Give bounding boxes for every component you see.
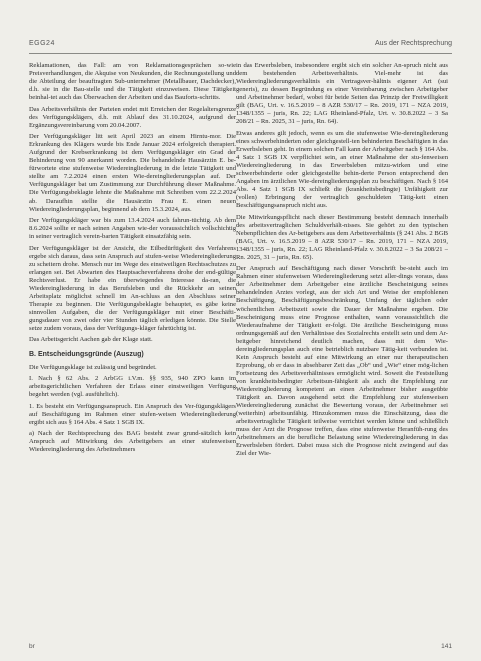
section-heading: B. Entscheidungsgründe (Auszug) bbox=[29, 350, 144, 358]
paragraph: I. Nach § 62 Abs. 2 ArbGG i.V.m. §§ 935, 940 ZPO kann im arbeitsgerichtlichen Verfahren der Erlass einer einstweiligen Verfügung begehrt werden (vgl. ausführlich). bbox=[29, 374, 236, 399]
paragraph: Der Anspruch auf Beschäftigung nach dieser Vorschrift be-steht auch im Rahmen einer stufenweisen Wiedereingliederung setzt aller-dings voraus, dass der Arbeitnehmer dem Arbeitgeber eine ärztliche Bescheinigung seines behandelnden Arztes vorlegt, aus der sich Art und Weise der empfohlenen Beschäftigung, Beschäftigungsbeschränkung, Umfang der täglichen oder wöchentlichen Arbeitszeit sowie die Dauer der Maßnahme ergeben. Die Bescheinigung muss eine Prognose enthalten, wann voraussichtlich die Wiederaufnahme der Tätigkeit er-folgt. Die ärztliche Bescheinigung muss ordnungsgemäß auf den Verhältnisse des Sozialrechts erstellt sein und dem Ar-beitgeber hinreichend deutlich machen, dass mit dem Wie-dereingliederungsplan auch eine betrieblich nutzbare Tätig-keit verbunden ist. Kein Anspruch besteht auf eine Mitwirkung an einer nur therapeutischen Erprobung, ob er dass in absehbarer Zeit das „Ob“ und „Wie“ einer mög-lichen Fortsetzung des Arbeitsverhältnisses ermöglicht wird. Soweit die Feststellung von krankheitsbedingter Arbeitsun-fähigkeit als auch die Empfehlung zur Wiedereingliederung kompetent an einen Arbeitnehmer bisher ausgeübte Tätigkeit an. Davon ausgehend setzt die Empfehlung zur stufenweisen Wiedereingliederung zunächst die Bewertung voraus, der Arbeitnehmer sei (weiterhin) arbeitsunfähig. Hinzukommen muss die Einschätzung, dass die arbeitsvertragliche Tätigkeit teilweise verrichtet werden könne und schließlich muss der Arzt die Prognose treffen, dass eine stufenweise Heranfüh-rung des Arbeitnehmers an die berufliche Belastung seine Wiedereingliederung in das Erwerbsleben fördert. Dabei muss sich die Prognose nicht zwingend auf das Ziel der Wie- bbox=[236, 265, 448, 458]
paragraph: a) Nach der Rechtsprechung des BAG besteht zwar grund-sätzlich kein Anspruch auf Mitwirkung des Arbeitgebers an einer stufenweisen Wiedereingliederung des Arbeitnehmers bbox=[29, 430, 236, 454]
paragraph: Etwas anderes gilt jedoch, wenn es um die stufenweise Wie-dereingliederung eines schwerbehinderten oder gleichgestell-ten behinderten Beschäftigten in das Erwerbsleben geht. In einem solchen Fall kann der Arbeitgeber nach § 164 Abs. 4 Satz 1 SGB IX verpflichtet sein, an einer Maßnahme der stu-fenweisen Wiedereingliederung in das Erwerbsleben mitzu-wirken und eine schwerbehinderte oder gleichgestellte behin-derte Person entsprechend den Angaben im ärztlichen Wie-dereingliederungsplan zu beschäftigen. Nach § 164 Abs. 4 Satz 1 SGB IX schließt die (krankheitsbedingte) Unfähigkeit zur (vollen) Erbringung der vertraglich geschuldeten Tätig-keit einen Beschäftigungsanspruch nicht aus. bbox=[236, 129, 448, 210]
paragraph: Das Arbeitsgericht Aachen gab der Klage statt. bbox=[29, 336, 153, 344]
header-rule bbox=[29, 53, 452, 54]
paragraph: 1. Es besteht ein Verfügungsanspruch. Ein Anspruch des Ver-fügungsklägers auf Beschäftigung im Rahmen einer stufen-weisen Wiedereingliederung ergibt sich aus § 164 Abs. 4 Satz 1 SGB IX. bbox=[29, 402, 236, 426]
paragraph: Die Mitwirkungspflicht nach dieser Bestimmung besteht demnach innerhalb des arbeitsvertraglichen Schuldverhält-nisses. Sie gehört zu den typischen Nebenpflichten des Ar-beitgebers aus dem Arbeitsverhältnis (§ 241 Abs. 2 BGB (BAG, Urt. v. 16.5.2019 – 8 AZR 530/17 – Rn. 2019, 171 – NZA 2019, 1348/1355 – juris, Rn. 22; LAG Rheinland-Pfalz v. 30.8.2022 – 3 Sa 208/21 – Rn. 2025, 31 – juris, Rn. 65). bbox=[236, 213, 448, 261]
paragraph: Der Verfügungskläger litt seit April 2023 an einem Hirntu-mor. Die Erkrankung des Klägers wurde bis Ende Januar 2024 erfolgreich therapiert. Aufgrund der Krebserkrankung ist dem Verfügungskläger ein Grad der Behinderung von 90 anerkannt worden. Die behandelnde Hausärztin E. be-fürwortete eine stufenweise Wiedereingliederung in die letzte Tätigkeit und stellte am 7.2.2024 einen ersten Wie-dereingliederungsplan auf. Der Verfügungskläger bat um Zustimmung zur Durchführung dieser Maßnahme. Die Verfügungsbeklagte lehnte die Maßnahme mit Schreiben vom 22.2.2024 ab. Daraufhin stellte die Hausärztin Frau E. einen neuen Wiedereingliederungsplan, beginnend ab dem 15.3.2024, aus. bbox=[29, 133, 236, 213]
left-column bbox=[29, 62, 236, 637]
paragraph: Reklamationen, das Fall: am von Reklamationsgesprächen so-wie Preisverhandlungen, die Akquise von Neukunden, die Rechnungsstellung und die Abteilung der beauftragten Sub-unternehmer (Metallbauer, Dachdecker), d.h. sie in die Bau-stelle und die Tätigkeit einzuweisen. Diese Tätigkeit beinhal-tet auch das Überwachen der Arbeiten und das Bauforts-schritts. bbox=[29, 62, 236, 102]
paragraph: Der Verfügungskläger ist der Ansicht, die Eilbedürftigkeit des Verfahrens ergebe sich daraus, dass sein Anspruch auf stufen-weise Wiedereingliederung zu scheitern drohe. Mensch nur im Wege des einstweiligen Rechtsschutzes zu erlangen sei. Bei Abwarten des Hauptsacheverfahrens drohe der end-gültige Rechtsverlust. Er habe ein überwiegendes Interesse da-ran, die Wiedereingliederung in das Berufsleben und die Rückkehr an seinen Arbeitsplatz möglichst schnell im An-schluss an den Abschluss seiner Therapie zu beginnen. Die Verfügungsbeklagte behauptet, es gäbe keine sinnvollen Aufgaben, die der Verfügungskläger mit einer Beschäfti-gungsdauer von zwei oder vier Stunden täglich erledigen könnte. Die Stelle setze zudem voraus, dass der Verfügungs-kläger fahrtüchtig ist. bbox=[29, 244, 236, 333]
paragraph: Das Arbeitsverhältnis der Parteien endet mit Erreichen der Regelaltersgrenze des Verfügungsklägers, d.h. mit Ablauf des 31.10.2024, aufgrund der Ergänzungsvereinbarung vom 20.04.2007. bbox=[29, 105, 236, 129]
paragraph: Die Verfügungsklage ist zulässig und begründet. bbox=[29, 363, 157, 371]
right-column bbox=[236, 62, 448, 637]
page-footer bbox=[29, 643, 452, 653]
page-number: 141 bbox=[441, 643, 452, 650]
section-title: Aus der Rechtsprechung bbox=[374, 40, 452, 47]
running-header bbox=[29, 40, 452, 52]
paragraph: Der Verfügungskläger war bis zum 13.4.2024 auch fahrun-tüchtig. Ab dem 8.6.2024 sollte er nach seinen Angaben wie-der voraussichtlich vollschichtig in seiner vertraglich verein-barten Tätigkeit einsatzfähig sein. bbox=[29, 217, 236, 241]
footer-mark: br bbox=[29, 643, 35, 650]
journal-abbreviation: EGG24 bbox=[29, 40, 55, 47]
paragraph: in das Erwerbsleben, insbesondere ergibt sich ein solcher An-spruch nicht aus dem bestehenden Arbeitsverhältnis. Viel-mehr ist das Wiedereingliederungsverhältnis ein Vertragsver-hältnis eigener Art (sui generis), zu dessen Begründung es einer Vereinbarung zwischen Arbeitgeber und Arbeitnehmer bedarf, wobei für beide Seiten das Prinzip der Freiwilligkeit gilt (BAG, Urt. v. 16.5.2019 – 8 AZR 530/17 – Rn. 2019, 171 – NZA 2019, 1348/1355 – juris, Rn. 22; LAG Rheinland-Pfalz, Urt. v. 30.8.2022 – 3 Sa 208/21 – Rn. 2025, 31 – juris, Rn. 64). bbox=[236, 62, 448, 126]
